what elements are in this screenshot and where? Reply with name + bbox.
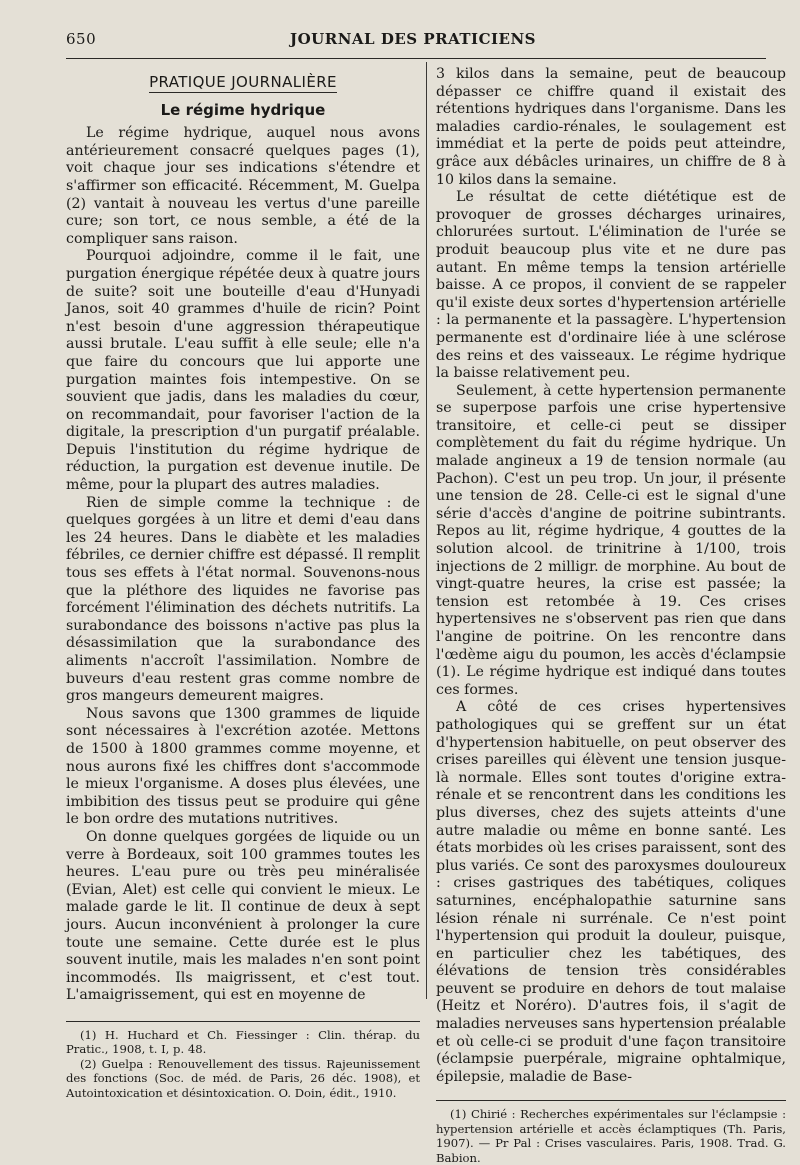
- right-column: [436, 66, 786, 1165]
- section-title: PRATIQUE JOURNALIÈRE: [149, 73, 337, 91]
- paragraph: 3 kilos dans la semaine, peut de beaucoup dépasser ce chiffre quand il existait des rétentions hydriques dans l'organisme. Dans les maladies cardio-rénales, le soulagement est immédiat et la perte de poids peut atteindre, grâce aux débâcles urinaires, un chiffre de 8 à 10 kilos dans la semaine.: [436, 66, 786, 188]
- article-title: Le régime hydrique: [160, 100, 326, 119]
- running-header: [66, 30, 760, 52]
- paragraph: Pourquoi adjoindre, comme il le fait, une purgation énergique répétée deux à quatre jours de suite? soit une bouteille d'eau d'Hunyadi Janos, soit 40 grammes d'huile de ricin? Point n'est besoin d'une aggression thérapeutique aussi brutale. L'eau suffit à elle seule; elle n'a que faire du concours que lui apporte une purgation maintes fois intempestive. On se souvient que jadis, dans les maladies du cœur, on recommandait, pour favoriser l'action de la digitale, la prescription d'un purgatif préalable. Depuis l'institution du régime hydrique de réduction, la purgation est devenue inutile. De même, pour la plupart des autres maladies.: [66, 248, 420, 494]
- paragraph: Nous savons que 1300 grammes de liquide sont nécessaires à l'excrétion azotée. Mettons de 1500 à 1800 grammes comme moyenne, et nous aurons fixé les chiffres dont s'accommode le mieux l'organisme. A doses plus élevées, une imbibition des tissus peut se produire qui gêne le bon ordre des mutations nutritives.: [66, 705, 420, 828]
- journal-title: JOURNAL DES PRATICIENS: [290, 30, 536, 48]
- paragraph: Seulement, à cette hypertension permanente se superpose parfois une crise hypertensive transitoire, et celle-ci peut se dissiper complètement du fait du régime hydrique. Un malade angineux a 19 de tension normale (au Pachon). C'est un peu trop. Un jour, il présente une tension de 28. Celle-ci est le signal d'une série d'accès d'angine de poitrine subintrants. Repos au lit, régime hydrique, 4 gouttes de la solution alcool. de trinitrine à 1/100, trois injections de 2 milligr. de morphine. Au bout de vingt-quatre heures, la crise est passée; la tension est retombée à 19. Ces crises hypertensives ne s'observent pas rien que dans l'angine de poitrine. On les rencontre dans l'œdème aigu du poumon, les accès d'éclampsie (1). Le régime hydrique est indiqué dans toutes ces formes.: [436, 382, 786, 698]
- footnote: (1) Chirié : Recherches expérimentales sur l'éclampsie : hypertension artérielle et accès éclamptiques (Th. Paris, 1907). — Pr Pal : Crises vasculaires. Paris, 1908. Trad. G. Babion.: [436, 1107, 786, 1165]
- page-number: 650: [66, 30, 97, 48]
- column-divider: [426, 62, 427, 999]
- footnote: (1) H. Huchard et Ch. Fiessinger : Clin. thérap. du Pratic., 1908, t. I, p. 48.: [66, 1027, 420, 1057]
- footnote-rule: [66, 1021, 420, 1022]
- header-rule: [66, 58, 766, 59]
- left-column: [66, 66, 420, 1100]
- paragraph: A côté de ces crises hypertensives pathologiques qui se greffent sur un état d'hypertension habituelle, on peut observer des crises pareilles qui élèvent une tension jusque-là normale. Elles sont toutes d'origine extra-rénale et se rencontrent dans les conditions les plus diverses, chez des sujets atteints d'une autre maladie ou même en bonne santé. Les états morbides où les crises paraissent, sont des plus variés. Ce sont des paroxysmes douloureux : crises gastriques des tabétiques, coliques saturnines, encéphalopathie saturnine sans lésion rénale ni surrénale. Ce n'est point l'hypertension qui produit la douleur, puisque, en particulier chez les tabétiques, des élévations de tension très considérables peuvent se produire en dehors de tout malaise (Heitz et Noréro). D'autres fois, il s'agit de maladies nerveuses sans hypertension préalable et où celle-ci se produit d'une façon transitoire (éclampsie puerpérale, migraine ophtalmique, épilepsie, maladie de Base-: [436, 699, 786, 1085]
- footnote: (2) Guelpa : Renouvellement des tissus. Rajeunissement des fonctions (Soc. de méd. de Paris, 26 déc. 1908), et Autointoxication et désintoxication. O. Doin, édit., 1910.: [66, 1056, 420, 1100]
- paragraph: On donne quelques gorgées de liquide ou un verre à Bordeaux, soit 100 grammes toutes les heures. L'eau pure ou très peu minéralisée (Evian, Alet) est celle qui convient le mieux. Le malade garde le lit. Il continue de deux à sept jours. Aucun inconvénient à prolonger la cure toute une semaine. Cette durée est le plus souvent inutile, mais les malades n'en sont point incommodés. Ils maigrissent, et c'est tout. L'amaigrissement, qui est en moyenne de: [66, 828, 420, 1004]
- footnote-rule: [436, 1100, 786, 1101]
- paragraph: Rien de simple comme la technique : de quelques gorgées à un litre et demi d'eau dans les 24 heures. Dans le diabète et les maladies fébriles, ce dernier chiffre est dépassé. Il remplit tous ses effets à l'état normal. Souvenons-nous que la pléthore des liquides ne favorise pas forcément l'élimination des déchets nutritifs. La surabondance des boissons n'active pas plus la désassimilation que la surabondance des aliments n'accroît l'assimilation. Nombre de buveurs d'eau restent gras comme nombre de gros mangeurs demeurent maigres.: [66, 494, 420, 705]
- paragraph: Le résultat de cette diététique est de provoquer de grosses décharges urinaires, chlorurées surtout. L'élimination de l'urée se produit beaucoup plus vite et ne dure pas autant. En même temps la tension artérielle baisse. A ce propos, il convient de se rappeler qu'il existe deux sortes d'hypertension artérielle : la permanente et la passagère. L'hypertension permanente est d'ordinaire liée à une sclérose des reins et des vaisseaux. Le régime hydrique la baisse relativement peu.: [436, 189, 786, 382]
- paragraph: Le régime hydrique, auquel nous avons antérieurement consacré quelques pages (1), voit chaque jour ses indications s'étendre et s'affirmer son efficacité. Récemment, M. Guelpa (2) vantait à nouveau les vertus d'une pareille cure; son tort, ce nous semble, a été de la compliquer sans raison.: [66, 125, 420, 247]
